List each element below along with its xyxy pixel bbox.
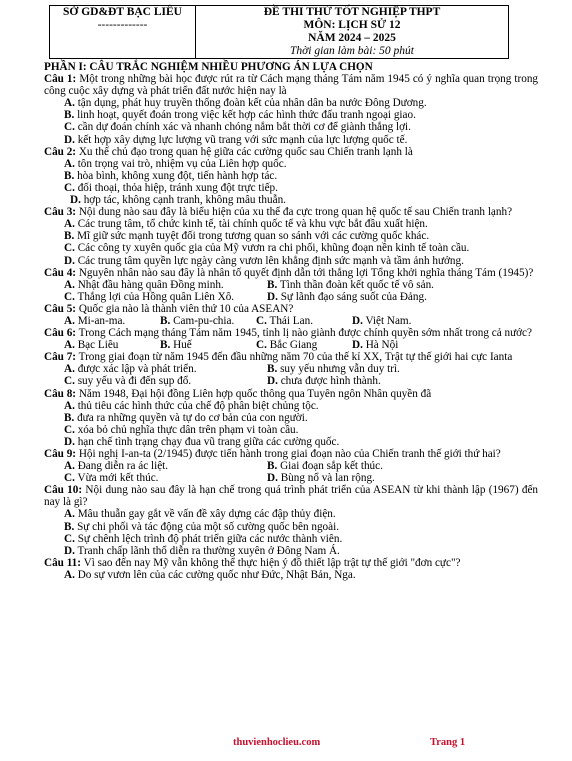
question-number: Câu 4: <box>44 266 77 279</box>
option-text: Các công ty xuyên quốc gia của Mỹ vươn ra chi phối, khũng đoạn nền kinh tế toàn cầu. <box>77 242 470 255</box>
option-d: D. Hà Nội <box>352 339 399 352</box>
option-text: Sự chi phối và tác động của một số cường quốc bên ngoài. <box>77 520 340 533</box>
option-text: Sự lãnh đạo sáng suốt của Đảng. <box>280 290 427 303</box>
option-text: Thái Lan. <box>269 314 313 327</box>
option-b: B. đưa ra những quyền và tự do cơ bản của con người. <box>64 411 308 424</box>
option-text: Đang diễn ra ác liệt. <box>77 460 169 473</box>
option-text: tận dụng, phát huy truyền thống đoàn kết của nhân dân ba nước Đông Dương. <box>77 97 427 110</box>
question-number: Câu 8: <box>44 387 77 400</box>
option-b: B. suy yếu nhưng vẫn duy trì. <box>267 363 400 376</box>
question-7 <box>44 351 538 363</box>
option-text: linh hoạt, quyết đoán trong việc kết hợp các hình thức đấu tranh ngoại giao. <box>77 109 416 122</box>
question-text: Một trong những bài học được rút ra từ Cách mạng tháng Tám năm 1945 có ý nghĩa quan trọng trong công cuộc xây dựng và phát triển đất nước hiện nay là <box>44 73 539 98</box>
question-text: Vì sao đến nay Mỹ vẫn không thể thực hiện ý đồ thiết lập trật tự thế giới "đơn cực"? <box>83 556 461 569</box>
question-number: Câu 7: <box>44 351 77 364</box>
header-right <box>196 6 509 59</box>
option-c: C. Thái Lan. <box>256 314 313 327</box>
option-c: C. Thắng lợi của Hồng quân Liên Xô. <box>64 290 235 303</box>
option-b: B. linh hoạt, quyết đoán trong việc kết hợp các hình thức đấu tranh ngoại giao. <box>64 109 416 122</box>
question-number: Câu 3: <box>44 206 77 219</box>
option-text: Bạc Liêu <box>77 339 119 352</box>
option-text: hạn chế tình trạng chạy đua vũ trang giữa các cường quốc. <box>77 435 340 448</box>
option-text: Vừa mới kết thúc. <box>77 472 159 485</box>
option-a: A. Bạc Liêu <box>64 339 119 352</box>
header-table <box>49 5 509 59</box>
option-c: C. suy yếu và đi đến sụp đổ. <box>64 375 192 388</box>
option-d: D. Sự lãnh đạo sáng suốt của Đảng. <box>267 290 427 303</box>
question-4 <box>44 267 538 279</box>
question-text: Nội dung nào sau đây là hạn chế trong quá trình phát triển của ASEAN từ khi thành lập (1967) đến nay là gì? <box>44 484 539 509</box>
option-d: D. Tranh chấp lãnh thổ diễn ra thường xuyên ở Đông Nam Á. <box>64 544 340 557</box>
header-left <box>50 6 196 59</box>
option-text: Hà Nội <box>365 339 399 352</box>
question-text: Nguyên nhân nào sau đây là nhân tố quyết định dẫn tới thắng lợi Tổng khởi nghĩa tháng Tám (1945)? <box>78 266 534 279</box>
question-2 <box>44 146 538 158</box>
question-number: Câu 5: <box>44 302 77 315</box>
option-b: B. Tình thần đoàn kết quốc tế vô sản. <box>267 278 434 291</box>
option-b: B. Huế <box>160 339 192 352</box>
option-a: A. Nhật đầu hàng quân Đồng minh. <box>64 278 224 291</box>
option-text: suy yếu nhưng vẫn duy trì. <box>280 363 400 376</box>
option-text: Việt Nam. <box>365 314 412 327</box>
exam-content <box>44 61 538 581</box>
option-text: Tình thần đoàn kết quốc tế vô sản. <box>279 278 434 291</box>
option-text: Mi-an-ma. <box>77 314 126 327</box>
question-text: Quốc gia nào là thành viên thứ 10 của ASEAN? <box>78 302 294 315</box>
option-text: cần dự đoán chính xác và nhanh chóng nắm bắt thời cơ để giành thắng lợi. <box>77 121 411 134</box>
option-c: C. Các công ty xuyên quốc gia của Mỹ vươn ra chi phối, khũng đoạn nền kinh tế toàn cầu. <box>64 242 470 255</box>
question-9 <box>44 448 538 460</box>
question-number: Câu 1: <box>44 73 77 86</box>
option-a: A. tôn trọng vai trò, nhiệm vụ của Liên hợp quốc. <box>64 157 287 170</box>
question-text: Trong Cách mạng tháng Tám năm 1945, tỉnh lị nào giành được chính quyền sớm nhất trong cả nước? <box>78 327 532 340</box>
option-text: Do sự vươn lên của các cường quốc như Đức, Nhật Bản, Nga. <box>77 568 356 581</box>
option-text: đối thoại, thỏa hiệp, tránh xung đột trực tiếp. <box>77 181 278 194</box>
question-6 <box>44 327 538 339</box>
option-text: Tranh chấp lãnh thổ diễn ra thường xuyên ở Đông Nam Á. <box>77 544 340 557</box>
question-text: Năm 1948, Đại hội đồng Liên hợp quốc thông qua Tuyên ngôn Nhân quyền đã <box>78 387 432 400</box>
option-d: D. kết hợp xây dựng lực lượng vũ trang với sức mạnh của lực lượng quốc tế. <box>64 133 408 146</box>
option-text: đưa ra những quyền và tự do cơ bản của con người. <box>77 411 308 424</box>
question-number: Câu 6: <box>44 327 77 340</box>
question-11 <box>44 557 538 569</box>
option-d: D. chưa được hình thành. <box>267 375 381 388</box>
option-b: B. Sự chi phối và tác động của một số cường quốc bên ngoài. <box>64 520 340 533</box>
option-b: B. Cam-pu-chia. <box>160 314 235 327</box>
option-d: D. Bùng nổ và lan rộng. <box>267 472 375 485</box>
option-text: Huế <box>173 339 192 352</box>
option-text: Thắng lợi của Hồng quân Liên Xô. <box>77 290 235 303</box>
question-number: Câu 11: <box>44 556 81 569</box>
question-8 <box>44 388 538 400</box>
option-text: hợp tác, không cạnh tranh, không mâu thuẫn. <box>83 194 286 207</box>
options-row <box>44 363 538 375</box>
option-c: C. cần dự đoán chính xác và nhanh chóng nắm bắt thời cơ để giành thắng lợi. <box>64 121 411 134</box>
question-text: Trong giai đoạn từ năm 1945 đến đầu những năm 70 của thế kỉ XX, Trật tự thế giới hai cực Ianta <box>78 351 513 364</box>
options-row <box>44 460 538 472</box>
option-c: C. Bắc Giang <box>256 339 318 352</box>
option-text: xóa bỏ chủ nghĩa thực dân trên phạm vi toàn cầu. <box>77 423 299 436</box>
option-a: A. tận dụng, phát huy truyền thống đoàn kết của nhân dân ba nước Đông Dương. <box>64 97 427 110</box>
option-text: thủ tiêu các hình thức của chế độ phân biệt chủng tộc. <box>77 399 319 412</box>
org-rule: ------------- <box>97 19 148 31</box>
question-1 <box>44 73 538 97</box>
question-text: Hội nghị I-an-ta (2/1945) được tiến hành trong giai đoạn nào của Chiến tranh thế giới thứ hai? <box>78 448 501 460</box>
option-a: A. Các trung tâm, tổ chức kinh tế, tài chính quốc tế và khu vực bắt đầu xuất hiện. <box>64 218 428 231</box>
option-text: Mĩ giữ sức mạnh tuyệt đối trong tương quan so sánh với các cường quốc khác. <box>77 230 430 243</box>
options-row <box>44 375 538 387</box>
section-title: PHẦN I: CÂU TRẮC NGHIỆM NHIỀU PHƯƠNG ÁN LỰA CHỌN <box>44 61 373 73</box>
option-text: tôn trọng vai trò, nhiệm vụ của Liên hợp quốc. <box>77 157 287 170</box>
exam-year: NĂM 2024 – 2025 <box>308 32 396 44</box>
page-number: Trang 1 <box>430 737 466 748</box>
exam-time: Thời gian làm bài: 50 phút <box>289 45 415 57</box>
option-a: A. được xác lập và phát triển. <box>64 363 197 376</box>
option-d: D. hạn chế tình trạng chạy đua vũ trang giữa các cường quốc. <box>64 435 340 448</box>
question-number: Câu 10: <box>44 484 83 497</box>
question-10 <box>44 484 538 508</box>
question-3 <box>44 206 538 218</box>
exam-subject: MÔN: LỊCH SỬ 12 <box>303 19 401 31</box>
options-row <box>44 279 538 291</box>
option-text: Nhật đầu hàng quân Đồng minh. <box>77 278 224 291</box>
option-text: suy yếu và đi đến sụp đổ. <box>77 375 192 388</box>
option-text: được xác lập và phát triển. <box>77 363 197 376</box>
question-text: Xu thế chủ đạo trong quan hệ giữa các cường quốc sau Chiến tranh lạnh là <box>78 145 413 158</box>
options-row <box>44 339 538 351</box>
options-row <box>44 472 538 484</box>
option-a: A. Mi-an-ma. <box>64 314 126 327</box>
org-name: SỞ GD&ĐT BẠC LIÊU <box>63 6 182 18</box>
option-text: Các trung tâm quyền lực ngày càng vươn lên khẳng định sức mạnh và tầm ảnh hưởng. <box>77 254 464 267</box>
option-b: B. hòa bình, không xung đột, tiến hành hợp tác. <box>64 169 278 182</box>
option-text: Giai đoạn sắp kết thúc. <box>280 460 383 473</box>
option-text: Mâu thuẫn gay gắt về vấn đề xây dựng các đập thủy điện. <box>77 508 336 521</box>
option-a: A. Mâu thuẫn gay gắt về vấn đề xây dựng các đập thủy điện. <box>64 508 336 521</box>
question-number: Câu 2: <box>44 145 77 158</box>
option-d: D. hợp tác, không cạnh tranh, không mâu thuẫn. <box>70 194 286 207</box>
option-b: B. Mĩ giữ sức mạnh tuyệt đối trong tương quan so sánh với các cường quốc khác. <box>64 230 430 243</box>
question-number: Câu 9: <box>44 448 77 460</box>
option-text: chưa được hình thành. <box>280 375 381 388</box>
option-text: Cam-pu-chia. <box>173 314 235 327</box>
option-d: D. Việt Nam. <box>352 314 412 327</box>
option-c: C. đối thoại, thỏa hiệp, tránh xung đột trực tiếp. <box>64 181 278 194</box>
footer-site: thuvienhoclieu.com <box>233 737 321 748</box>
options-row <box>44 315 538 327</box>
option-text: hòa bình, không xung đột, tiến hành hợp tác. <box>77 169 278 182</box>
question-text: Nội dung nào sau đây là biểu hiện của xu thế đa cực trong quan hệ quốc tế sau Chiến tranh lạnh? <box>78 206 513 219</box>
question-5 <box>44 303 538 315</box>
exam-title: ĐỀ THI THỬ TỐT NGHIỆP THPT <box>263 6 441 18</box>
option-a: A. Do sự vươn lên của các cường quốc như Đức, Nhật Bản, Nga. <box>64 568 356 581</box>
option-text: Bùng nổ và lan rộng. <box>280 472 375 485</box>
option-b: B. Giai đoạn sắp kết thúc. <box>267 460 383 473</box>
option-c: C. Sự chênh lệch trình độ phát triển giữa các nước thành viên. <box>64 532 343 545</box>
option-text: kết hợp xây dựng lực lượng vũ trang với sức mạnh của lực lượng quốc tế. <box>77 133 408 146</box>
option-c: C. Vừa mới kết thúc. <box>64 472 159 485</box>
option-text: Sự chênh lệch trình độ phát triển giữa các nước thành viên. <box>77 532 343 545</box>
option-text: Các trung tâm, tổ chức kinh tế, tài chính quốc tế và khu vực bắt đầu xuất hiện. <box>77 218 428 231</box>
options-row <box>44 291 538 303</box>
option-a: A. thủ tiêu các hình thức của chế độ phân biệt chủng tộc. <box>64 399 319 412</box>
option-c: C. xóa bỏ chủ nghĩa thực dân trên phạm vi toàn cầu. <box>64 423 299 436</box>
option-text: Bắc Giang <box>269 339 318 352</box>
option-d: D. Các trung tâm quyền lực ngày càng vươn lên khẳng định sức mạnh và tầm ảnh hưởng. <box>64 254 464 267</box>
option-a: A. Đang diễn ra ác liệt. <box>64 460 169 473</box>
